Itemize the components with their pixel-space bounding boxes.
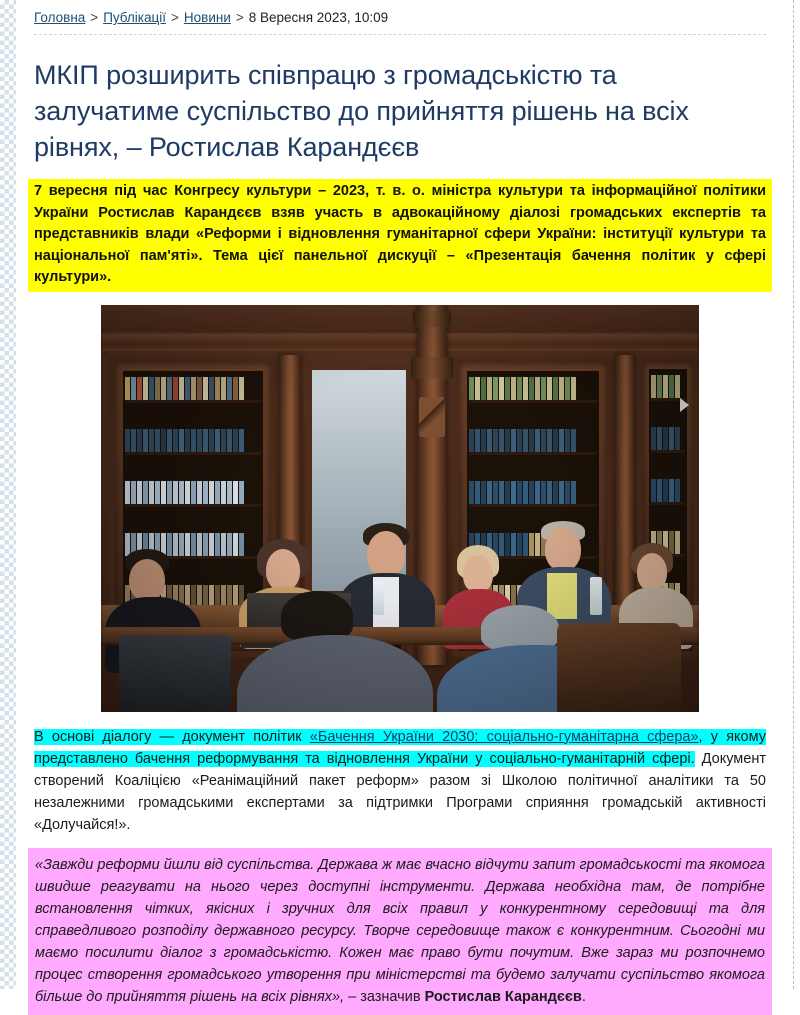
photo-pilaster-diamond — [419, 397, 445, 437]
pull-quote-attribution-name: Ростислав Карандєєв — [424, 988, 582, 1005]
breadcrumb-separator-2: > — [171, 10, 179, 25]
left-decorative-pattern — [0, 0, 16, 989]
lead-paragraph-highlight — [28, 179, 772, 292]
photo-pilaster-capital-top — [413, 311, 451, 327]
pull-quote-attribution-suffix: . — [581, 988, 586, 1005]
article-photo[interactable] — [101, 305, 699, 712]
article-timestamp: 8 Вересня 2023, 10:09 — [248, 10, 389, 25]
breadcrumb — [28, 0, 772, 26]
breadcrumb-separator-1: > — [90, 10, 99, 25]
photo-pilaster-capital-mid — [411, 357, 453, 379]
breadcrumb-item-news[interactable]: Новини — [183, 10, 231, 25]
photo-chair-right — [557, 623, 681, 712]
breadcrumb-divider — [34, 34, 766, 35]
photo-water-bottle-1 — [373, 581, 384, 615]
document-paragraph-highlight-tail: , у якому представлено бачення реформування та відновлення України у соціально-гуманітарній сфері. — [34, 728, 766, 767]
document-paragraph — [28, 726, 772, 836]
lead-paragraph-text: 7 вересня під час Конгресу культури – 2023, т. в. о. міністра культури та інформаційної політики України Ростислав Карандєєв взяв участь в адвокаційному діалозі громадських експертів та представників влади «Реформи і відновлення гуманітарної сфери України: інституції культури та національної пам'яті». Тема цієї панельної дискуції – «Презентація бачення політик у сфері культури». — [34, 183, 766, 285]
breadcrumb-item-publications[interactable]: Публікації — [103, 10, 166, 25]
pull-quote-text: «Завжди реформи йшли від суспільства. Держава ж має вчасно відчути запит громадськості та якомога швидше реагувати на нього через доступні інструменти. Держава необхідна там, де потрібне встановлення чітких, якісних і зручних для всіх правил у конкурентному середовищі та для справедливого розподілу державного ресурсу. Творче середовище також є конкурентним. Сьогодні ми маємо посилити діалог з громадськістю. Кожен має право бути почутим. Вже зараз ми розпочнемо процес створення громадського утворення при міністерстві та будемо залучати суспільство якомога більше до прийняття рішень на всіх рівнях», — [35, 856, 765, 1005]
next-slide-arrow-icon[interactable] — [680, 398, 689, 412]
photo-chair-left — [119, 635, 231, 712]
photo-cornice — [101, 331, 699, 353]
breadcrumb-separator-3: > — [235, 10, 244, 25]
pull-quote-attribution — [344, 989, 586, 1005]
document-paragraph-highlight-lead: В основі діалогу — документ політик — [34, 728, 310, 745]
pull-quote-attribution-prefix: – зазначив — [344, 988, 425, 1005]
article-content-column — [28, 0, 772, 1005]
photo-water-bottle-2 — [590, 577, 602, 615]
page-title: МКІП розширить співпрацю з громадськістю та залучатиме суспільство до прийняття рішень на всіх рівнях, – Ростислав Карандєєв — [34, 60, 689, 162]
photo-wall-top — [101, 305, 699, 333]
article-photo-container — [28, 305, 772, 712]
vision-document-link[interactable]: «Бачення України 2030: соціально-гуманітарна сфера» — [309, 728, 699, 745]
breadcrumb-item-home[interactable]: Головна — [34, 10, 86, 25]
document-paragraph-plain: Документ створений Коаліцією «Реанімаційний пакет реформ» разом зі Школою політичної аналітики та 50 незалежними громадськими експертами за підтримки Програми сприяння громадській активності «Долучайся!». — [34, 750, 766, 833]
pull-quote-highlight — [28, 848, 772, 1015]
right-dashed-border — [793, 0, 794, 989]
